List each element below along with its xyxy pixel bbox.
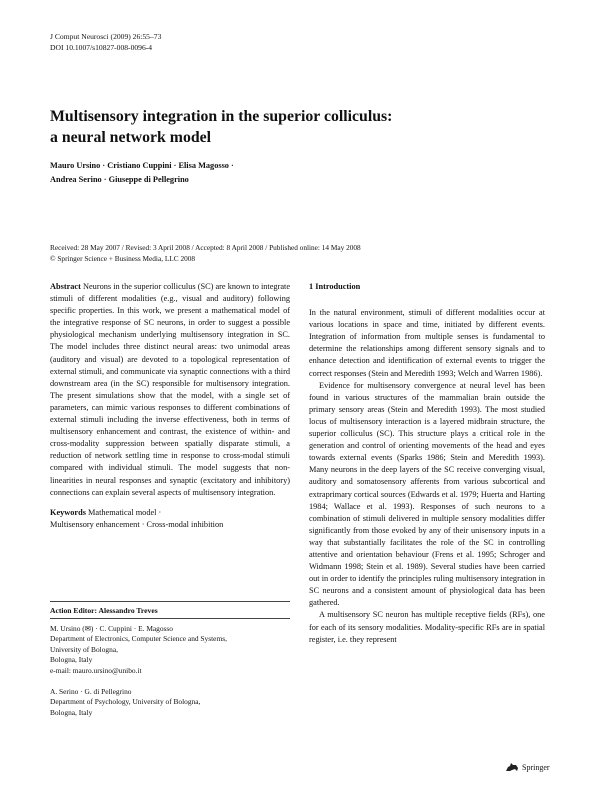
section-heading: 1 Introduction xyxy=(309,282,361,291)
affiliation-1-dept: Department of Electronics, Computer Science and Systems, xyxy=(50,634,227,644)
journal-doi: DOI 10.1007/s10827-008-0096-4 xyxy=(50,42,153,52)
keywords-label: Keywords xyxy=(50,507,86,517)
intro-paragraph-1: In the natural environment, stimuli of different modalities occur at various locations in space and time, initiated by different events. Integration of information from multiple senses is fundamental to determine the relationships among different sensory signals and to enhance detection and identification of external events to trigger the correct responses (Stein and Meredith 1993; Welch and Warren 1986). xyxy=(309,308,545,378)
divider-bottom xyxy=(50,618,290,619)
springer-horse-icon xyxy=(505,762,519,772)
author-list xyxy=(50,159,350,187)
paper-title xyxy=(50,106,550,148)
abstract-text: Neurons in the superior colliculus (SC) are known to integrate stimuli of different modalities (e.g., visual and auditory) following specific properties. In this work, we present a mathematical model of the integrative response of SC neurons, in order to suggest a possible physiological mechanism underlying multisensory integration in SC. The model includes three distinct neural areas: two unimodal areas (auditory and visual) are devoted to a topological representation of external stimuli, and communicate via synaptic connections with a third downstream area (in the SC) responsible for multisensory integration. The present simulations show that the model, with a single set of parameters, can mimic various responses to different combinations of external stimuli including the inverse effectiveness, both in terms of multisensory enhancement and contrast, the existence of within- and cross-modality suppression between spatially disparate stimuli, a reduction of network settling time in response to cross-modal stimuli compared with individual stimuli. The model suggests that non-linearities in neural responses and synaptic (excitatory and inhibitory) connections can explain several aspects of multisensory integration. xyxy=(50,282,291,497)
abstract-label: Abstract xyxy=(50,282,81,291)
abstract xyxy=(50,281,290,499)
affiliation-2-city: Bologna, Italy xyxy=(50,707,93,717)
left-column xyxy=(50,281,290,531)
title-line-1: Multisensory integration in the superior colliculus: xyxy=(50,108,393,125)
divider-top xyxy=(50,601,290,602)
authors-line-1: Mauro Ursino · Cristiano Cuppini · Elisa Magosso · xyxy=(50,161,234,170)
keywords-line-2: Multisensory enhancement · Cross-modal inhibition xyxy=(50,519,224,529)
affiliation-1-univ: University of Bologna, xyxy=(50,644,118,654)
action-editor: Action Editor: Alessandro Treves xyxy=(50,606,158,615)
affiliation-2 xyxy=(50,687,290,718)
intro-paragraph-2: Evidence for multisensory convergence at neural level has been found in various structures of the mammalian brain outside the primary sensory areas (Stein and Meredith 1993). The most studied locus of multisensory interaction is a layered midbrain structure, the superior colliculus (SC). This structure plays a critical role in the generation and control of orienting movements of the head and eyes towards external events (Sparks 1986; Stein and Meredith 1993). Many neurons in the deep layers of the SC receive converging visual, auditory and somatosensory afferents from various subcortical and extraprimary cortical sources (Edwards et al. 1979; Huerta and Harting 1984; Wallace et al. 1993). Responses of such neurons to a combination of stimuli delivered in multiple sensory modalities differ significantly from those evoked by any of their unisensory inputs in a way that substantially facilitates the role of the SC in controlling attentive and orientation behaviour (Frens et al. 1995; Schroger and Widmann 1998; Stein et al. 1989). Several studies have been carried out in order to identify the principles ruling multisensory integration in SC neurons and a consistent amount of physiological data has been gathered. xyxy=(309,380,545,608)
intro-paragraph-3: A multisensory SC neuron has multiple receptive fields (RFs), one for each of its sensory modalities. Modality-specific RFs are in spatial register, i.e. they represent xyxy=(309,610,545,644)
keywords-line-1: Mathematical model · xyxy=(88,507,162,517)
affiliation-2-dept: Department of Psychology, University of Bologna, xyxy=(50,697,201,707)
journal-citation: J Comput Neurosci (2009) 26:55–73 xyxy=(50,32,162,41)
publisher-name: Springer xyxy=(522,762,550,772)
history-dates: Received: 28 May 2007 / Revised: 3 April 2008 / Accepted: 8 April 2008 / Published online: 14 May 2008 xyxy=(50,243,361,252)
publication-dates xyxy=(50,243,550,264)
affiliation-2-names: A. Serino · G. di Pellegrino xyxy=(50,687,132,696)
authors-line-2: Andrea Serino · Giuseppe di Pellegrino xyxy=(50,175,189,184)
affiliation-1-email[interactable]: e-mail: mauro.ursino@unibo.it xyxy=(50,665,142,675)
copyright: © Springer Science + Business Media, LLC 2008 xyxy=(50,253,196,263)
keywords xyxy=(50,507,290,531)
right-column xyxy=(309,281,545,646)
affiliation-1 xyxy=(50,624,290,676)
journal-header xyxy=(50,32,161,53)
publisher-logo xyxy=(505,762,550,772)
affiliation-1-city: Bologna, Italy xyxy=(50,655,93,665)
affiliation-1-names: M. Ursino (✉) · C. Cuppini · E. Magosso xyxy=(50,624,174,633)
title-line-2: a neural network model xyxy=(50,129,212,146)
